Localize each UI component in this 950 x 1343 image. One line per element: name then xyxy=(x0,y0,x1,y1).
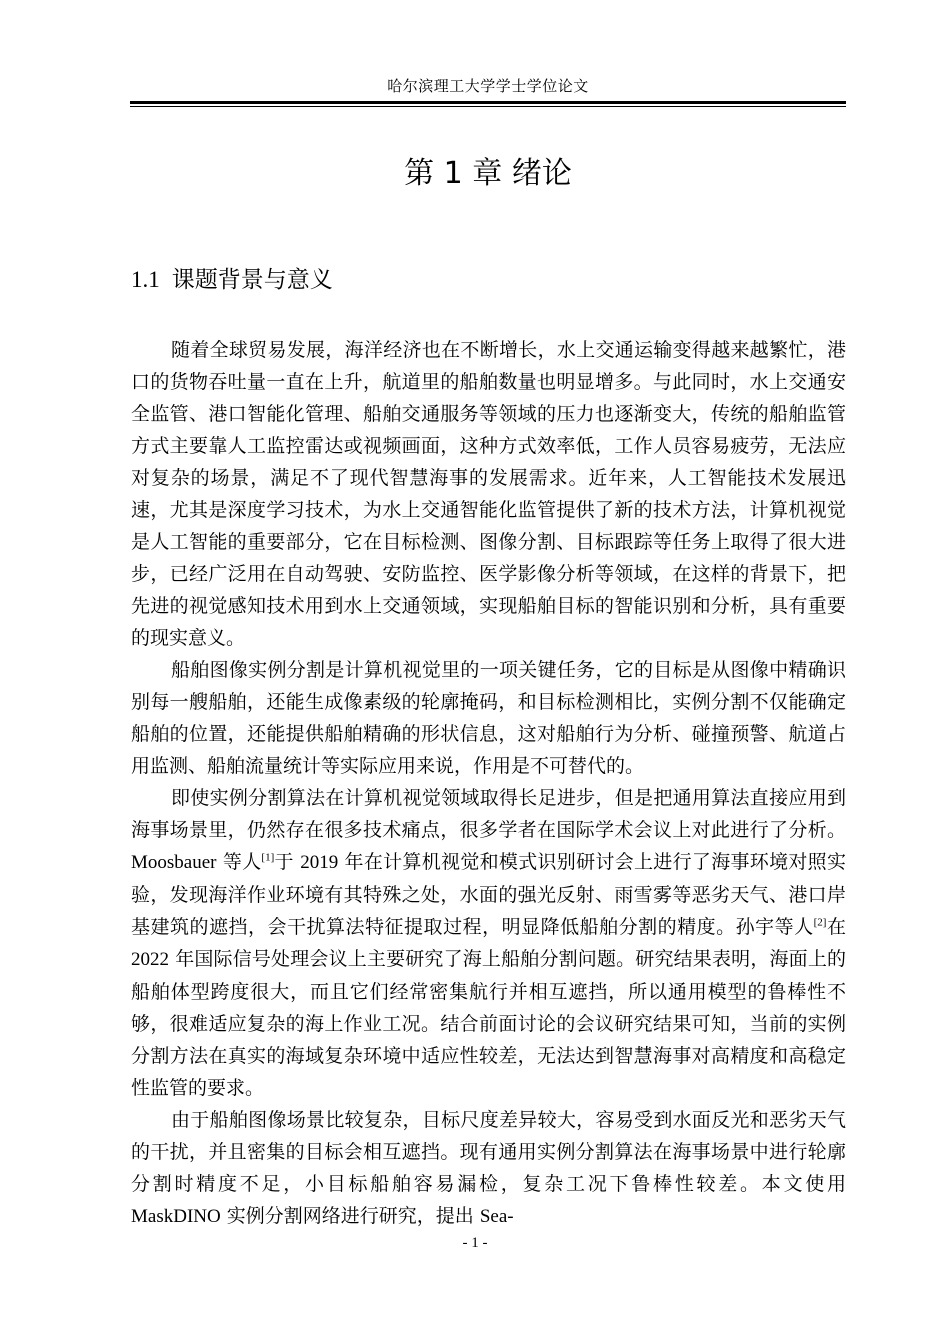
section-title-text: 课题背景与意义 xyxy=(171,267,333,293)
paragraph-3-text-6: 年国际信号处理会议上主要研究了海上船舶分割问题。研究结果表明，海面上的船舶体型跨度很大，而且它们经常密集航行并相互遮挡，所以通用模型的鲁棒性不够，很难适应复杂的海上作业工况。结合前面讨论的会议研究结果可知，当前的实例分割方法在真实的海域复杂环境中适应性较差，无法达到智慧海事对高精度和高稳定性监管的要求。 xyxy=(131,948,846,1099)
paragraph-2: 船舶图像实例分割是计算机视觉里的一项关键任务，它的目标是从图像中精确识别每一艘船舶，还能生成像素级的轮廓掩码，和目标检测相比，实例分割不仅能确定船舶的位置，还能提供船舶精确的形状信息，这对船舶行为分析、碰撞预警、航道占用监测、船舶流量统计等实际应用来说，作用是不可替代的。 xyxy=(131,659,846,777)
paragraph-4-text-2: 实例分割网络进行研究，提出 xyxy=(220,1205,480,1227)
body-text xyxy=(131,334,846,1233)
model-name-sea: Sea- xyxy=(479,1206,514,1227)
paragraph-3-text-3: 于 xyxy=(274,851,301,873)
author-name-moosbauer: Moosbauer xyxy=(131,852,217,873)
model-name-maskdino: MaskDINO xyxy=(131,1206,221,1227)
header-rule-thick xyxy=(130,101,846,104)
citation-1[interactable]: [1] xyxy=(261,851,275,864)
paragraph-4-text-1: 由于船舶图像场景比较复杂，目标尺度差异较大，容易受到水面反光和恶劣天气的干扰，并且密集的目标会相互遮挡。现有通用实例分割算法在海事场景中进行轮廓分割时精度不足，小目标船舶容易漏检，复杂工况下鲁棒性较差。本文使用 xyxy=(131,1109,846,1195)
paragraph-3-text-2: 等人 xyxy=(216,851,262,873)
paragraph-3-text-4: 年在计算机视觉和模式识别研讨会上进行了海事环境对照实验，发现海洋作业环境有其特殊之处，水面的强光反射、雨雪雾等恶劣天气、港口岸基建筑的遮挡，会干扰算法特征提取过程，明显降低船舶分割的精度。孙宇等人 xyxy=(131,851,846,938)
paragraph-1: 随着全球贸易发展，海洋经济也在不断增长，水上交通运输变得越来越繁忙，港口的货物吞吐量一直在上升，航道里的船舶数量也明显增多。与此同时，水上交通安全监管、港口智能化管理、船舶交通服务等领域的压力也逐渐变大，传统的船舶监管方式主要靠人工监控雷达或视频画面，这种方式效率低，工作人员容易疲劳，无法应对复杂的场景，满足不了现代智慧海事的发展需求。近年来，人工智能技术发展迅速，尤其是深度学习技术，为水上交通智能化监管提供了新的技术方法，计算机视觉是人工智能的重要部分，它在目标检测、图像分割、目标跟踪等任务上取得了很大进步，已经广泛用在自动驾驶、安防监控、医学影像分析等领域，在这样的背景下，把先进的视觉感知技术用到水上交通领域，实现船舶目标的智能识别和分析，具有重要的现实意义。 xyxy=(131,339,846,649)
paragraph-3-text-5: 在 xyxy=(826,916,846,938)
year-2019: 2019 xyxy=(300,852,339,873)
paragraph-4 xyxy=(131,1104,846,1233)
paragraph-3-text-1: 即使实例分割算法在计算机视觉领域取得长足进步，但是把通用算法直接应用到海事场景里，仍然存在很多技术痛点，很多学者在国际学术会议上对此进行了分析。 xyxy=(131,787,846,841)
section-number: 1.1 xyxy=(131,267,160,292)
chapter-title: 第 1 章 绪论 xyxy=(404,156,572,191)
year-2022: 2022 xyxy=(131,949,169,970)
citation-2[interactable]: [2] xyxy=(813,916,827,929)
header-rule-thin xyxy=(130,106,846,107)
paragraph-3 xyxy=(131,782,846,1104)
running-header: 哈尔滨理工大学学士学位论文 xyxy=(387,77,589,95)
section-heading xyxy=(131,262,333,298)
page-number: - 1 - xyxy=(462,1235,488,1251)
